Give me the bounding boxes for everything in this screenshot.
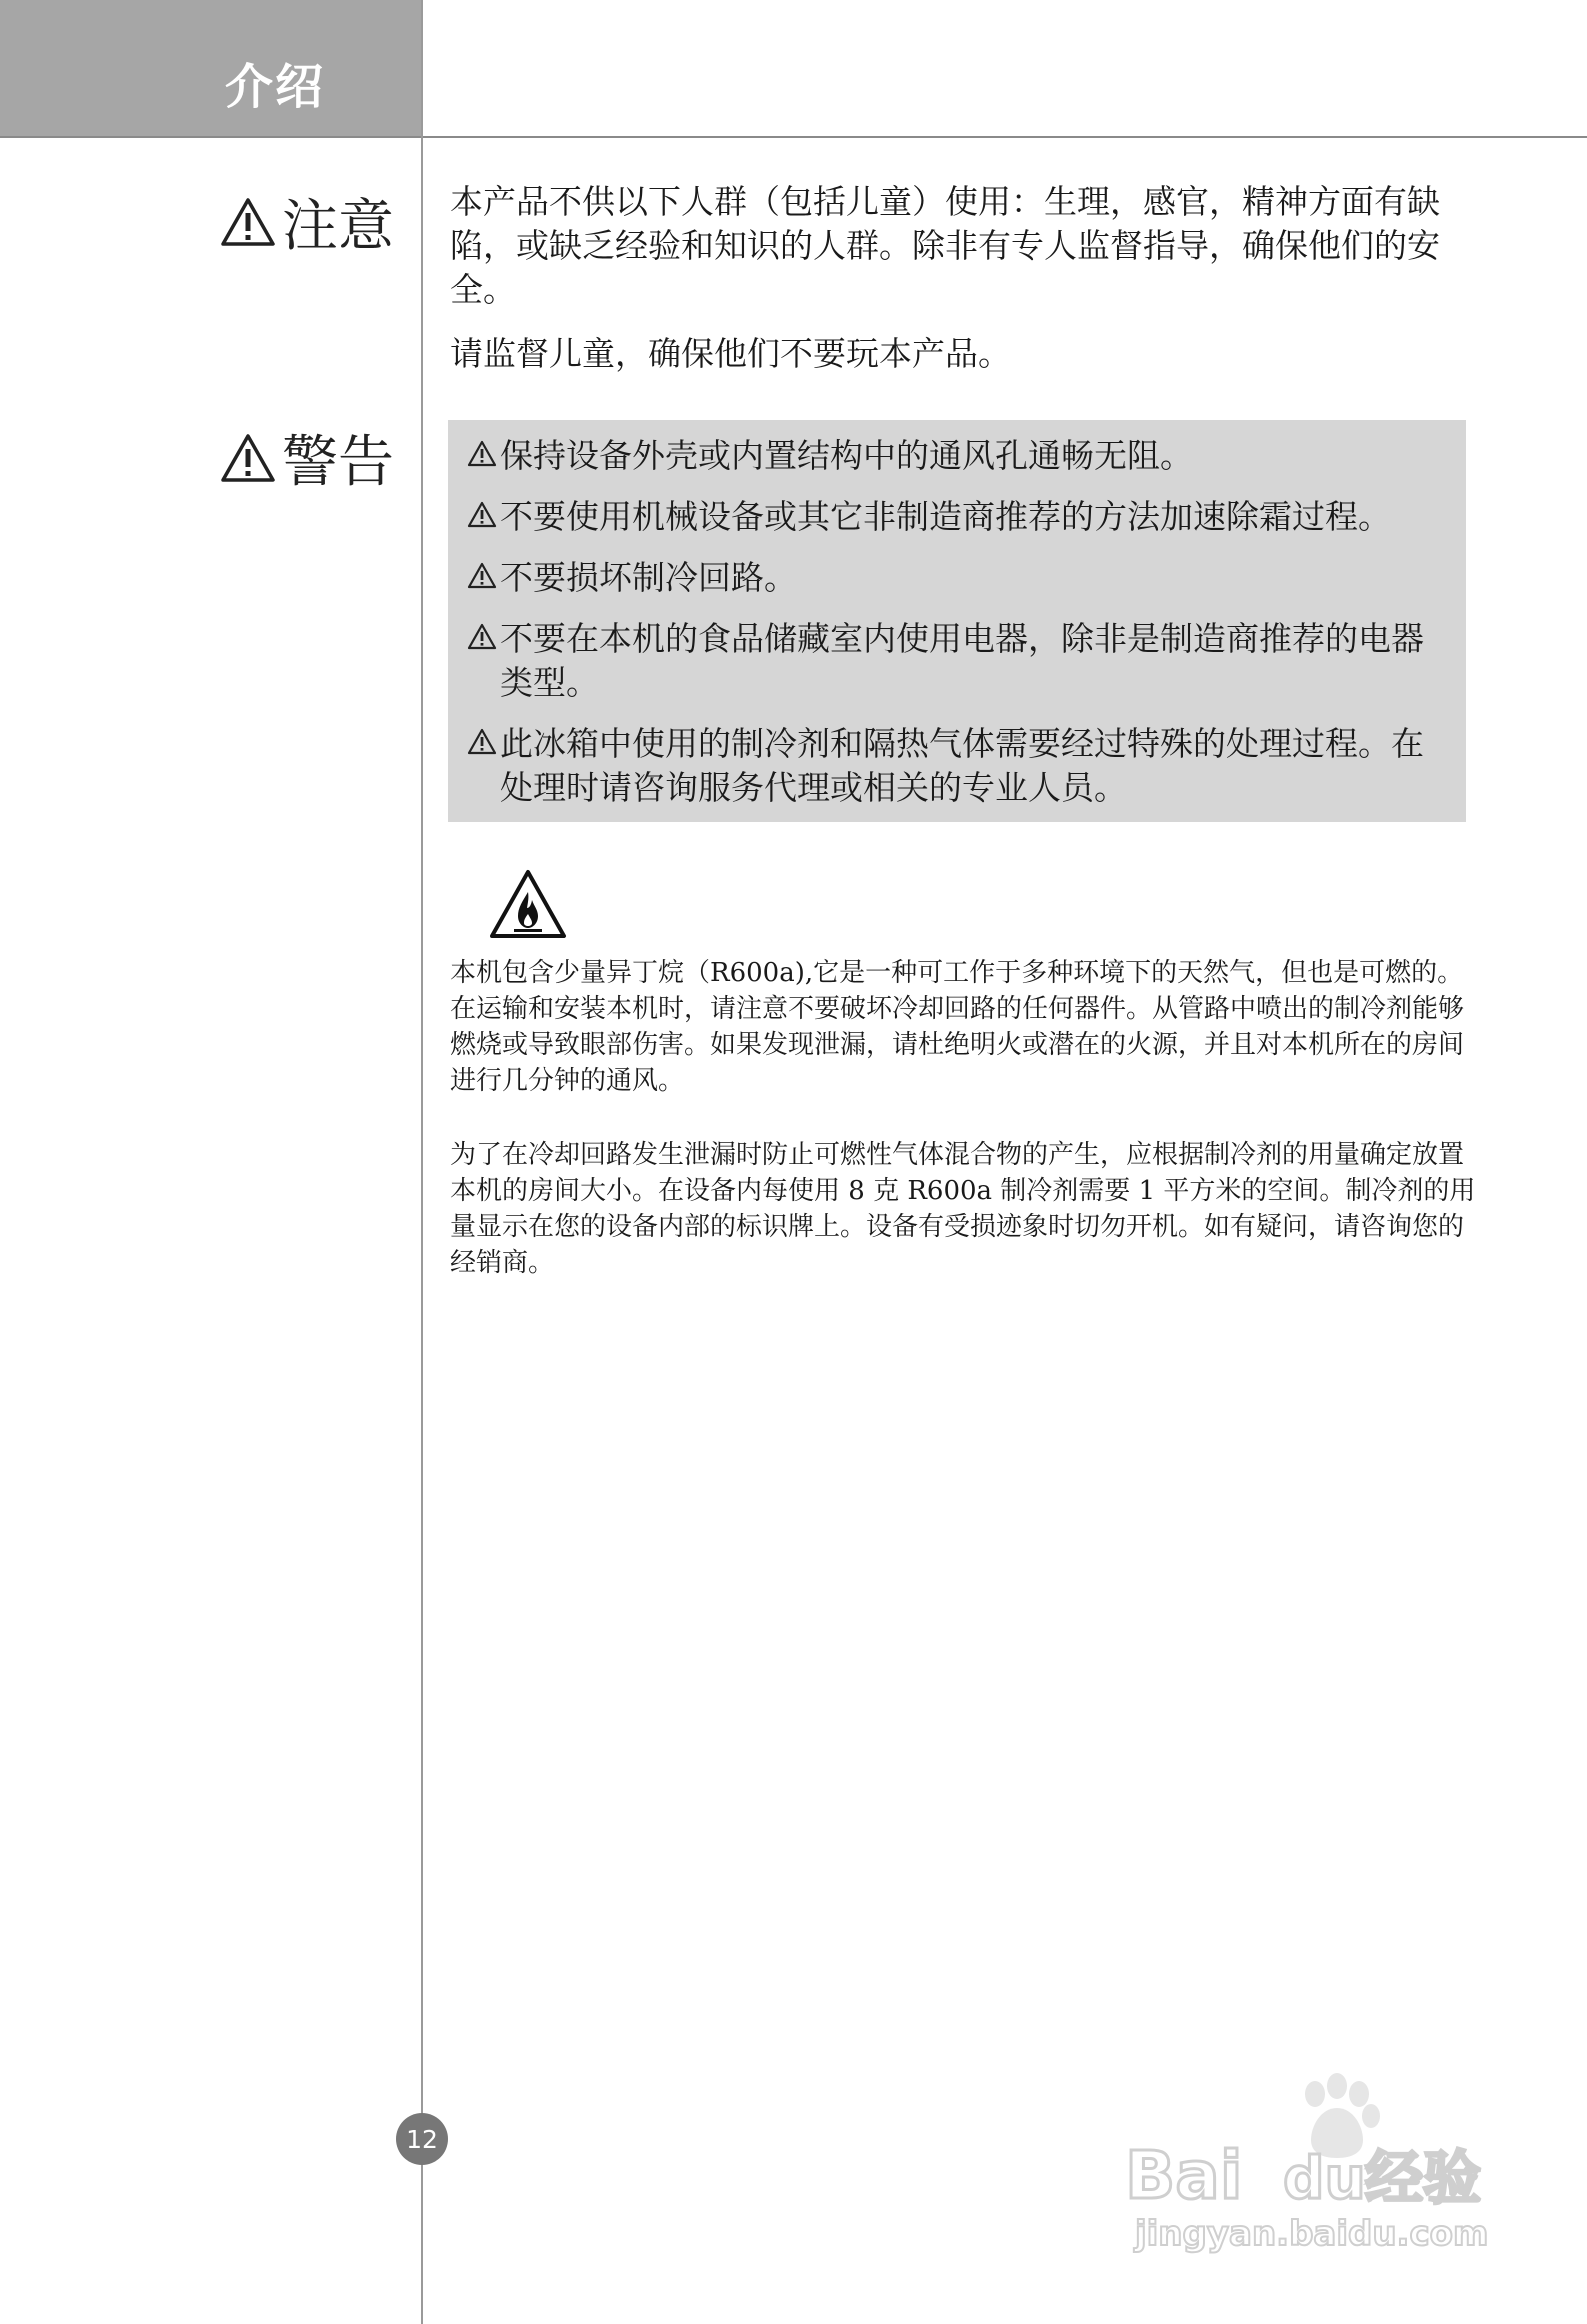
baidu-watermark — [1125, 2060, 1505, 2260]
page-number: 12 — [396, 2113, 448, 2165]
caution-paragraph: 本产品不供以下人群（包括儿童）使用：生理，感官，精神方面有缺陷，或缺乏经验和知识的人群。除非有专人监督指导，确保他们的安全。 — [450, 182, 1440, 309]
caution-body — [450, 180, 1470, 396]
warning-box — [448, 420, 1466, 822]
warning-triangle-icon — [464, 623, 500, 650]
info-paragraph: 本机包含少量异丁烷（R600a),它是一种可工作于多种环境下的天然气，但也是可燃的。在运输和安装本机时，请注意不要破坏冷却回路的任何器件。从管路中喷出的制冷剂能够燃烧或导致眼部伤害。如果发现泄漏，请杜绝明火或潜在的火源，并且对本机所在的房间进行几分钟的通风。 — [450, 958, 1465, 1096]
caution-heading — [220, 182, 394, 262]
caution-label: 注意 — [282, 194, 394, 259]
warning-triangle-icon — [464, 440, 500, 467]
watermark-brand: Bai — [1125, 2137, 1243, 2214]
warning-triangle-icon — [220, 197, 276, 247]
warning-triangle-icon — [464, 501, 500, 528]
header-tab — [0, 0, 421, 137]
header-divider — [0, 136, 1587, 138]
flammable-hazard-icon — [488, 868, 568, 940]
warning-item — [464, 722, 1450, 810]
warning-item — [464, 617, 1450, 705]
watermark-url: jingyan.baidu.com — [1135, 2214, 1489, 2254]
warning-triangle-icon — [464, 562, 500, 589]
warning-triangle-icon — [220, 433, 276, 483]
warning-item-text: 不要使用机械设备或其它非制造商推荐的方法加速除霜过程。 — [500, 497, 1391, 536]
warning-heading — [220, 418, 394, 498]
info-body — [450, 955, 1480, 1319]
warning-item — [464, 556, 1450, 600]
watermark-suffix: 经验 — [1365, 2144, 1482, 2212]
warning-item-text: 不要在本机的食品储藏室内使用电器，除非是制造商推荐的电器类型。 — [500, 619, 1424, 702]
warning-triangle-icon — [464, 728, 500, 755]
caution-paragraph: 请监督儿童，确保他们不要玩本产品。 — [450, 334, 1011, 373]
warning-item-text: 不要损坏制冷回路。 — [500, 558, 797, 597]
watermark-brand-du: du — [1283, 2144, 1366, 2212]
vertical-divider — [421, 0, 423, 2324]
warning-item — [464, 495, 1450, 539]
warning-label: 警告 — [282, 430, 394, 495]
section-title: 介绍 — [225, 59, 326, 115]
warning-item-text: 此冰箱中使用的制冷剂和隔热气体需要经过特殊的处理过程。在处理时请咨询服务代理或相关的专业人员。 — [500, 724, 1424, 807]
warning-item — [464, 434, 1450, 478]
info-paragraph: 为了在冷却回路发生泄漏时防止可燃性气体混合物的产生，应根据制冷剂的用量确定放置本机的房间大小。在设备内每使用 8 克 R600a 制冷剂需要 1 平方米的空间。制冷剂的用量显示在您的设备内部的标识牌上。设备有受损迹象时切勿开机。如有疑问，请咨询您的经销商。 — [450, 1140, 1476, 1278]
warning-item-text: 保持设备外壳或内置结构中的通风孔通畅无阻。 — [500, 436, 1193, 475]
